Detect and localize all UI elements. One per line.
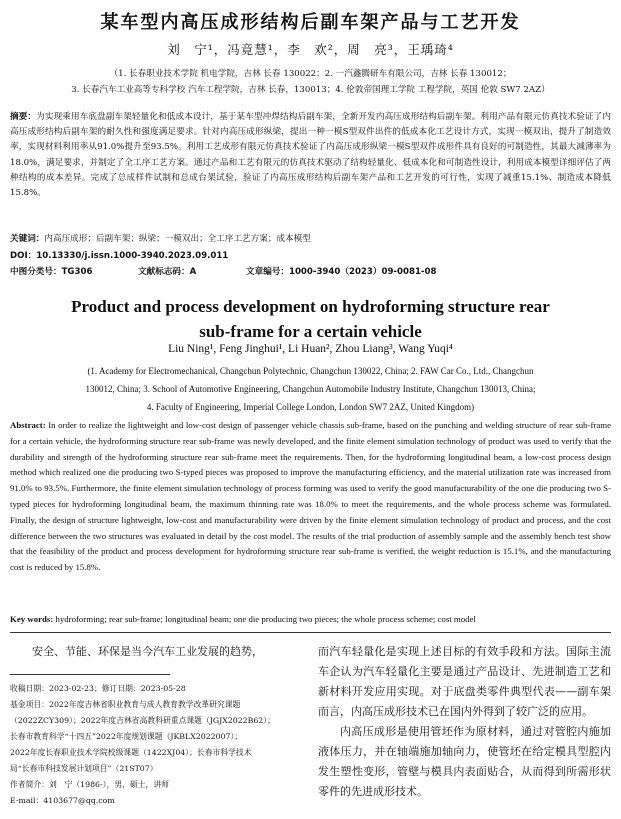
chinese-abstract-text: 为实现乘用车底盘副车架轻量化和低成本设计，基于某车型冲焊结构后副车架，全新开发内高压成形结构后副车架。利用产品有限元仿真技术验证了内高压成形结构后副车架的耐久性和强度满足要求。针对内高压成形纵梁，提出一种一模S型双件出件的低成本化工艺设计方式，实现一模双出，提升了制造效率，实现材料利用率从91.0%提升至93.5%。利用工艺成形有限元仿真技术验证了内高压成形纵梁一模S型双件成形件具有良好的可制造性，其最大减薄率为18.0%，满足要求，并制定了全工序工艺方案。通过产品和工艺有限元的仿真技术驱动了结构轻量化、低成本化和可制造性设计，利用成本模型详细评估了两种结构的成本差异。完成了总成样件试制和总成台架试验，验证了内高压成形结构后副车架产品和工艺开发的可行性，实现了减重15.1%、制造成本降低15.8%。 <box>10 112 611 199</box>
english-abstract-text: In order to realize the lightweight and low-cost design of passenger vehicle chassis sub-frame, based on the punching and welding structure of rear sub-frame for a certain vehicle, the hydroforming structure rear sub-frame was newly developed, and the finite element simulation technology of product was used to verify that the durability and strength of the hydroforming structure rear sub-frame meet the requirements. Then, for the hydroforming longitudinal beam, a low-cost process design method which realized one die producing two S-typed pieces was proposed to improve the manufacturing efficiency, and the material utilization rate was increased from 91.0% to 93.5%. Furthermore, the finite element simulation technology of process forming was used to verify the good manufacturability of the one die producing two S-typed pieces for hydroforming longitudinal beam, the maximum thinning rate was 18.0% to meet the requirements, and the whole process scheme was formulated. Finally, the design of structure lightweight, low-cost and manufacturability were driven by the finite element simulation technology of product and process, and the cost difference between the two structures was evaluated in detail by the cost model. The results of the trial production of assembly sample and the assembly bench test show that the feasibility of the product and process development for hydroforming structure rear sub-frame is verified, the weight reduction is 15.1%, and the manufacturing cost is reduced by 15.8%. <box>10 420 611 573</box>
right-column <box>318 642 611 802</box>
english-title-line: sub-frame for a certain vehicle <box>199 322 422 341</box>
chinese-keywords <box>10 232 611 246</box>
chinese-title: 某车型内高压成形结构后副车架产品与工艺开发 <box>100 12 521 33</box>
footnote-line: 局“长春市科技发展计划项目”（21ST07） <box>10 764 158 773</box>
footnote-line: 长春市教育科学“十四五”2022年度规划课题（JKBLX2022007）； <box>10 732 243 741</box>
english-affiliation-line: 4. Faculty of Engineering, Imperial College London, London SW7 2AZ, United Kingdom) <box>146 402 475 412</box>
chinese-affiliations <box>16 66 605 98</box>
body-paragraph: 内高压成形是使用管坯作为原材料，通过对管腔内施加液体压力，并在轴端施加轴向力，使管坯在给定模具型腔内发生塑性变形，管壁与模具内表面贴合，从而得到所需形状零件的先进成形技术。 <box>318 725 611 798</box>
section-divider <box>10 632 611 633</box>
doi: DOI：10.13330/j.issn.1000-3940.2023.09.011 <box>10 251 229 261</box>
footnote-line: 2022年度长春职业技术学院校级课题（1422XJ04）；长春市科学技术 <box>10 748 252 757</box>
english-keywords-label: Key words: <box>10 614 54 624</box>
english-abstract <box>10 418 611 576</box>
body-paragraph: 而汽车轻量化是实现上述目标的有效手段和方法。国际主流车企认为汽车轻量化主要是通过产品设计、先进制造工艺和新材料开发应用实现。对于底盘类零件典型代表——副车架而言，内高压成形技术已在国内外得到了较广泛的应用。 <box>318 645 611 718</box>
english-abstract-label: Abstract: <box>10 420 46 430</box>
english-authors: Liu Ning¹, Feng Jinghui¹, Li Huan², Zhou Liang³, Wang Yuqi⁴ <box>168 343 453 355</box>
footnote-line: 基金项目：2022年度吉林省职业教育与成人教育教学改革研究课题 <box>10 700 241 709</box>
english-title <box>0 294 621 344</box>
intro-paragraph: 安全、节能、环保是当今汽车工业发展的趋势， <box>32 645 263 658</box>
chinese-keywords-label: 关键词： <box>10 234 45 244</box>
footnote-line: （2022ZCY309）；2022年度吉林省高教科研重点课题（JGJX2022B62）； <box>10 716 275 725</box>
footnote-rule <box>10 674 170 675</box>
chinese-affiliation-line: （1. 长春职业技术学院 机电学院，吉林 长春 130022；2. 一汽鑫腾研车有限公司，吉林 长春 130012； <box>109 69 512 79</box>
chinese-affiliation-line: 3. 长春汽车工业高等专科学校 汽车工程学院，吉林 长春，130013；4. 伦敦帝国理工学院 工程学院，英国 伦敦 SW7 2AZ） <box>71 85 550 95</box>
clc-number: 中图分类号：TG306 <box>10 267 93 277</box>
english-keywords <box>10 614 611 624</box>
english-affiliation-line: (1. Academy for Electromechanical, Changchun Polytechnic, Changchun 130022, China; 2. FAW Car Co., Ltd., Changchun <box>87 366 534 376</box>
article-number: 文章编号：1000-3940（2023）09-0081-08 <box>246 267 437 277</box>
footnote-line: E-mail：4103677@qq.com <box>10 796 115 805</box>
chinese-keywords-text: 内高压成形；后副车架；纵梁；一模双出；全工序工艺方案；成本模型 <box>44 234 311 244</box>
english-title-line: Product and process development on hydroforming structure rear <box>71 297 550 316</box>
english-affiliation-line: 130012, China; 3. School of Automotive Engineering, Changchun Automobile Industry Institute, Changchun 130013, China; <box>85 384 536 394</box>
chinese-abstract-label: 摘要： <box>10 112 37 122</box>
chinese-abstract <box>10 110 611 201</box>
footnote-line: 作者简介：刘 宁（1986-），男，硕士，讲师 <box>10 780 169 789</box>
footnote-line: 收稿日期：2023-02-23；修订日期：2023-05-28 <box>10 684 186 693</box>
left-column <box>10 642 306 809</box>
chinese-authors: 刘 宁¹，冯竟慧¹，李 欢²，周 亮³，王瑀琦⁴ <box>167 42 454 57</box>
english-keywords-text: hydroforming; rear sub-frame; longitudinal beam; one die producing two pieces; the whole process scheme; cost model <box>55 614 476 624</box>
english-affiliations <box>22 362 599 416</box>
document-code: 文献标志码：A <box>138 267 197 277</box>
